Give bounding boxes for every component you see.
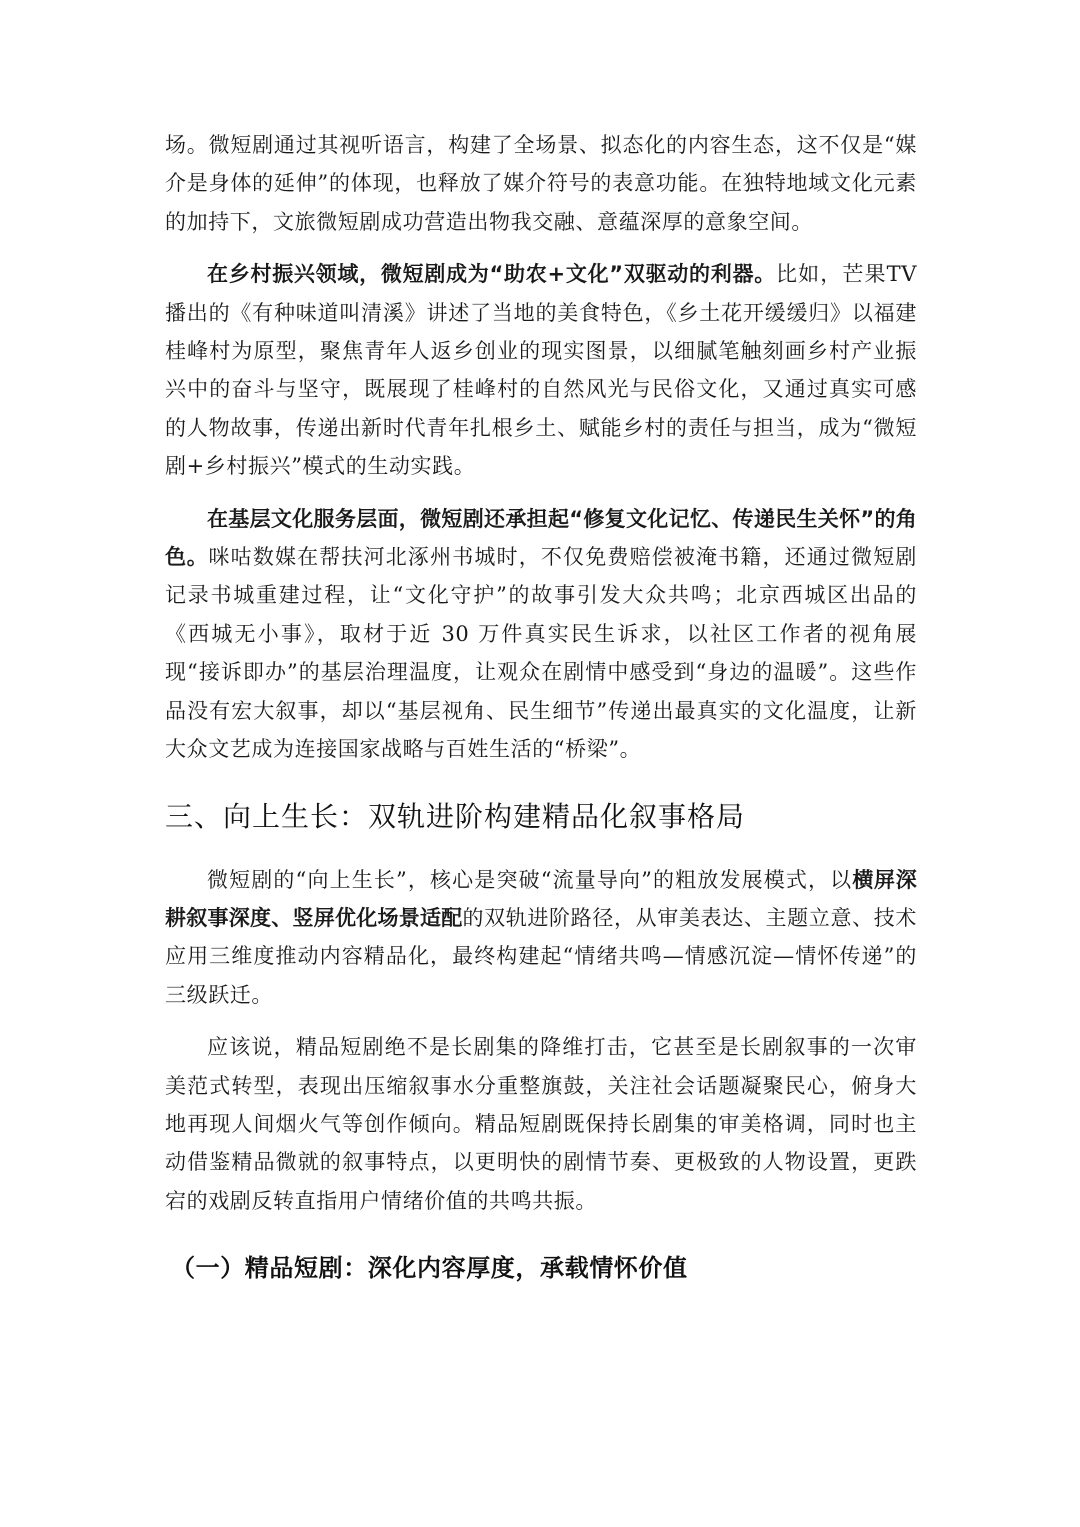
paragraph-text: 微短剧的“向上生长”，核心是突破“流量导向”的粗放发展模式，以 xyxy=(207,867,853,892)
paragraph-text: 应该说，精品短剧绝不是长剧集的降维打击，它甚至是长剧叙事的一次审美范式转型，表现出压缩叙事水分重整旗鼓，关注社会话题凝聚民心，俯身大地再现人间烟火气等创作倾向。精品短剧既保持长剧集的审美格调，同时也主动借鉴精品微就的叙事特点，以更明快的剧情节奏、更极致的人物设置，更跌宕的戏剧反转直指用户情绪价值的共鸣共振。 xyxy=(165,1035,917,1213)
paragraph-text: 场。微短剧通过其视听语言，构建了全场景、拟态化的内容生态，这不仅是“媒介是身体的延伸”的体现，也释放了媒介符号的表意功能。在独特地域文化元素的加持下，文旅微短剧成功营造出物我交融、意蕴深厚的意象空间。 xyxy=(165,133,917,234)
paragraph-text: 的双轨进阶路径，从审美表达、主题立意、技术应用三维度推动内容精品化，最终构建起“情绪共鸣—情感沉淀—情怀传递”的三级跃迁。 xyxy=(165,905,917,1007)
paragraph-text: 比如，芒果TV 播出的《有种味道叫清溪》讲述了当地的美食特色，《乡土花开缓缓归》以福建桂峰村为原型，聚焦青年人返乡创业的现实图景，以细腻笔触刻画乡村产业振兴中的奋斗与坚守，既展现了桂峰村的自然风光与民俗文化，又通过真实可感的人物故事，传递出新时代青年扎根乡土、赋能乡村的责任与担当，成为“微短剧+乡村振兴”模式的生动实践。 xyxy=(165,262,917,479)
paragraph-grassroots-culture xyxy=(165,500,917,769)
paragraph-quality-short-drama xyxy=(165,1028,917,1220)
paragraph-text: 咪咕数媒在帮扶河北涿州书城时，不仅免费赔偿被淹书籍，还通过微短剧记录书城重建过程，让“文化守护”的故事引发大众共鸣；北京西城区出品的《西城无小事》，取材于近 30 万件真实民生诉求，以社区工作者的视角展现“接诉即办”的基层治理温度，让观众在剧情中感受到“身边的温暖”。这些作品没有宏大叙事，却以“基层视角、民生细节”传递出最真实的文化温度，让新大众文艺成为连接国家战略与百姓生活的“桥梁”。 xyxy=(165,545,917,762)
section-heading: 三、向上生长：双轨进阶构建精品化叙事格局 xyxy=(165,799,746,833)
paragraph-rural-revitalization xyxy=(165,255,917,485)
subsection-heading: （一）精品短剧：深化内容厚度，承载情怀价值 xyxy=(171,1254,688,1283)
paragraph-inline-bold: 横屏深耕叙事深度、竖屏优化场景适配 xyxy=(165,867,917,930)
paragraph-culture-tourism xyxy=(165,126,917,241)
paragraph-lead-bold: 在基层文化服务层面，微短剧还承担起“修复文化记忆、传递民生关怀”的角色。 xyxy=(165,506,917,570)
paragraph-growing-upward xyxy=(165,861,917,1015)
paragraph-lead-bold: 在乡村振兴领域，微短剧成为“助农+文化”双驱动的利器。 xyxy=(207,262,776,287)
article-body xyxy=(165,126,917,1286)
